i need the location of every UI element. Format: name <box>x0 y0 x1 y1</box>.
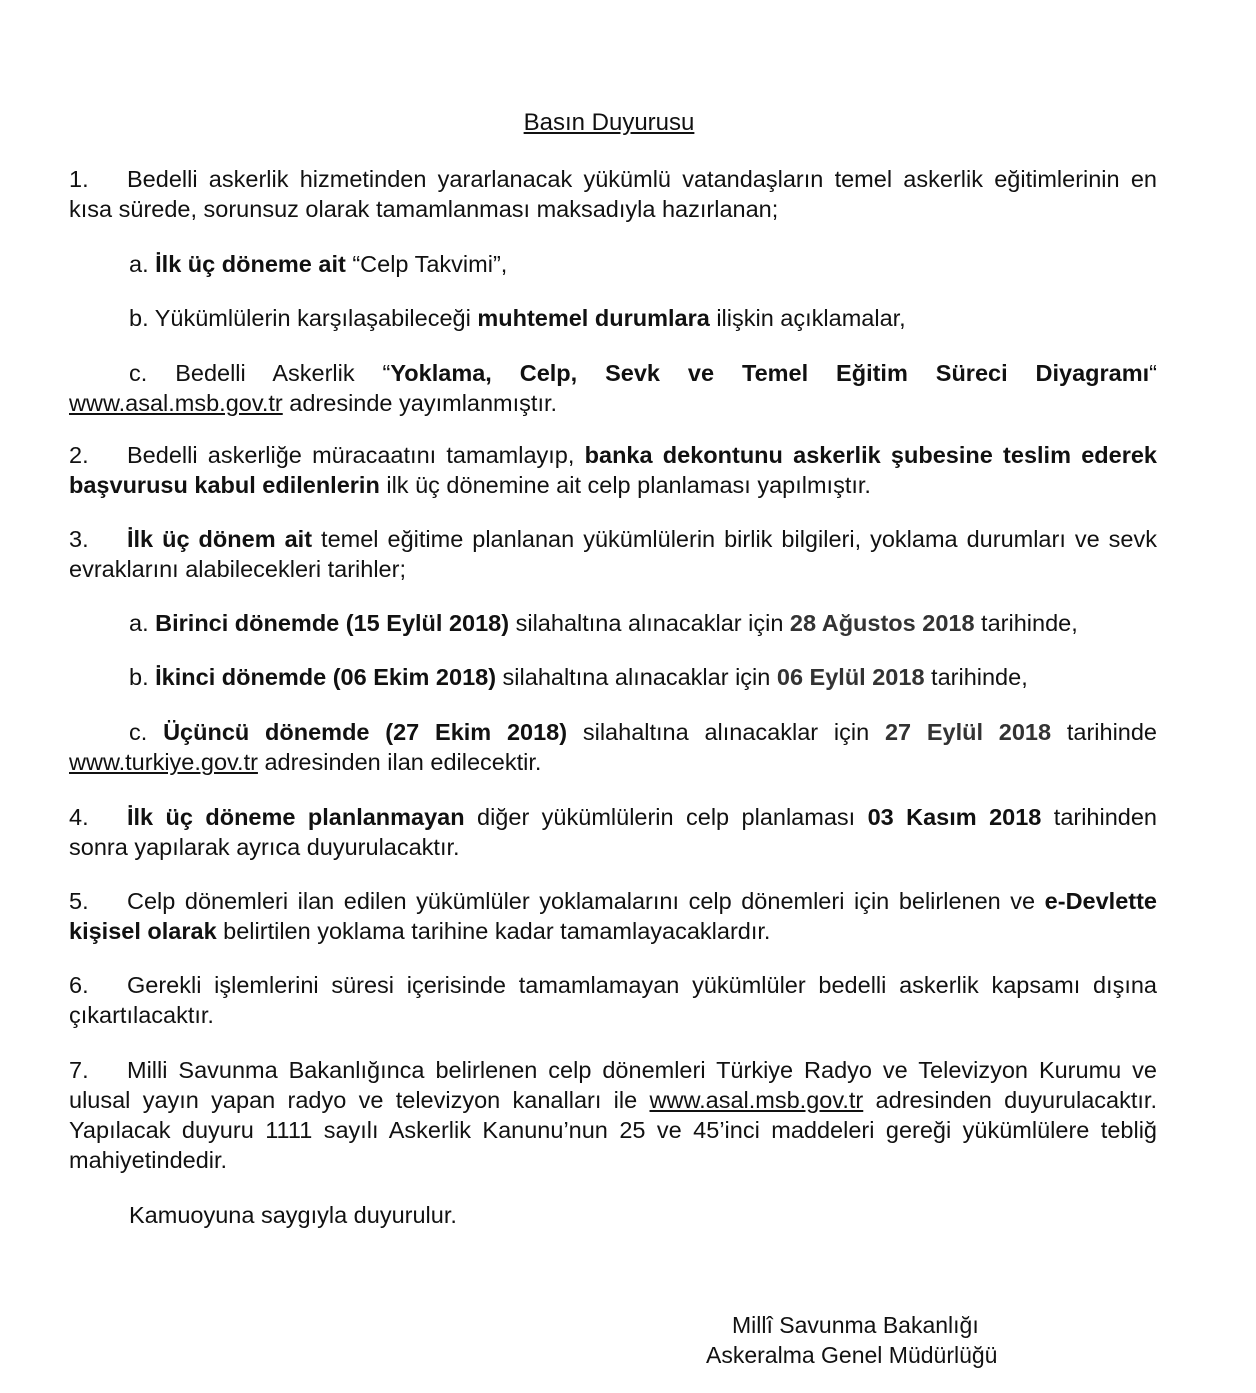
turkiye-gov-link[interactable]: www.turkiye.gov.tr <box>69 749 258 775</box>
paragraph-7 <box>69 1055 1157 1175</box>
paragraph-1 <box>69 164 1157 224</box>
paragraph-6 <box>69 970 1157 1030</box>
document-title: Basın Duyurusu <box>523 109 695 136</box>
paragraph-number: 4. <box>69 804 89 830</box>
paragraph-text: adresinden duyurulacaktır. Yapılacak duyuru 1111 sayılı Askerlik Kanunu’nun 25 ve 45’inci maddeleri gereği yükümlülere tebliğ mahiyetindedir. <box>69 1087 1157 1173</box>
subitem-letter: b. <box>129 305 149 331</box>
subitem-letter: a. <box>129 610 149 636</box>
subitem-text: Bedelli Askerlik “ <box>175 360 391 386</box>
paragraph-3 <box>69 524 1157 584</box>
subitem-text: silahaltına alınacaklar için <box>509 610 790 636</box>
paragraph-text: temel eğitime planlanan yükümlülerin birlik bilgileri, yoklama durumları ve sevk evraklarını alabilecekleri tarihler; <box>69 526 1158 582</box>
subitem-1b <box>69 303 1157 333</box>
subitem-text: “Celp Takvimi”, <box>345 251 508 277</box>
signature-block <box>706 1310 997 1370</box>
paragraph-text: diğer yükümlülerin celp planlaması <box>464 804 868 830</box>
subitem-3a <box>69 608 1157 638</box>
paragraph-number: 6. <box>69 972 89 998</box>
date-text: 27 Eylül 2018 <box>884 719 1052 745</box>
bold-text: banka dekontunu askerlik şubesine teslim ederek başvurusu kabul edilenlerin <box>69 442 1157 498</box>
paragraph-text: tarihinden sonra yapılarak ayrıca duyurulacaktır. <box>69 804 1157 860</box>
subitem-text: silahaltına alınacaklar için <box>496 664 777 690</box>
asal-msb-link[interactable]: www.asal.msb.gov.tr <box>649 1087 864 1113</box>
subitem-letter: c. <box>129 360 148 386</box>
paragraph-text: ilk üç dönemine ait celp planlaması yapılmıştır. <box>379 472 871 498</box>
subitem-1a <box>69 249 1157 279</box>
subitem-text: “ <box>1149 360 1157 386</box>
signature-directorate: Askeralma Genel Müdürlüğü <box>706 1342 998 1368</box>
paragraph-2 <box>69 440 1157 500</box>
paragraph-text: Gerekli işlemlerini süresi içerisinde tamamlamayan yükümlüler bedelli askerlik kapsamı dışına çıkartılacaktır. <box>69 972 1157 1028</box>
subitem-text: adresinde yayımlanmıştır. <box>282 390 558 416</box>
bold-text: İkinci dönemde (06 Ekim 2018) <box>155 664 497 690</box>
subitem-text: tarihinde, <box>924 664 1028 690</box>
paragraph-number: 7. <box>69 1057 89 1083</box>
bold-text: 03 Kasım 2018 <box>867 804 1042 830</box>
asal-msb-link[interactable]: www.asal.msb.gov.tr <box>69 390 283 416</box>
bold-text: Üçüncü dönemde (27 Ekim 2018) <box>163 719 568 745</box>
closing-text: Kamuoyuna saygıyla duyurulur. <box>129 1202 457 1228</box>
bold-text: e-Devlette kişisel olarak <box>69 888 1157 944</box>
subitem-text: adresinden ilan edilecektir. <box>257 749 542 775</box>
paragraph-number: 5. <box>69 888 89 914</box>
subitem-text: Yükümlülerin karşılaşabileceği <box>154 305 478 331</box>
subitem-text: tarihinde <box>1051 719 1158 745</box>
paragraph-number: 3. <box>69 526 89 552</box>
date-text: 28 Ağustos 2018 <box>789 610 975 636</box>
subitem-letter: b. <box>129 664 149 690</box>
paragraph-text: Celp dönemleri ilan edilen yükümlüler yoklamalarını celp dönemleri için belirlenen ve <box>127 888 1045 914</box>
signature-ministry: Millî Savunma Bakanlığı <box>732 1312 979 1338</box>
subitem-text: tarihinde, <box>974 610 1078 636</box>
bold-text: Birinci dönemde (15 Eylül 2018) <box>155 610 510 636</box>
subitem-letter: a. <box>129 251 149 277</box>
bold-text: İlk üç döneme planlanmayan <box>127 804 465 830</box>
paragraph-text: belirtilen yoklama tarihine kadar tamamlayacaklardır. <box>216 918 771 944</box>
subitem-text: ilişkin açıklamalar, <box>709 305 906 331</box>
subitem-1c <box>69 358 1157 418</box>
paragraph-5 <box>69 886 1157 946</box>
paragraph-4 <box>69 802 1157 862</box>
paragraph-text: Milli Savunma Bakanlığınca belirlenen celp dönemleri Türkiye Radyo ve Televizyon Kurumu ve ulusal yayın yapan radyo ve televizyon kanalları ile <box>69 1057 1157 1113</box>
bold-text: Yoklama, Celp, Sevk ve Temel Eğitim Süreci Diyagramı <box>390 360 1150 386</box>
subitem-text: silahaltına alınacaklar için <box>567 719 885 745</box>
subitem-letter: c. <box>129 719 148 745</box>
paragraph-text: Bedelli askerlik hizmetinden yararlanacak yükümlü vatandaşların temel askerlik eğitimlerinin en kısa sürede, sorunsuz olarak tamamlanması maksadıyla hazırlanan; <box>69 166 1157 222</box>
closing-line <box>69 1200 1157 1230</box>
bold-text: İlk üç döneme ait <box>155 251 346 277</box>
paragraph-number: 1. <box>69 166 89 192</box>
subitem-3b <box>69 662 1157 692</box>
bold-text: İlk üç dönem ait <box>127 526 313 552</box>
subitem-3c <box>69 717 1157 777</box>
paragraph-number: 2. <box>69 442 89 468</box>
bold-text: muhtemel durumlara <box>477 305 710 331</box>
paragraph-text: Bedelli askerliğe müracaatını tamamlayıp, <box>127 442 585 468</box>
date-text: 06 Eylül 2018 <box>776 664 925 690</box>
